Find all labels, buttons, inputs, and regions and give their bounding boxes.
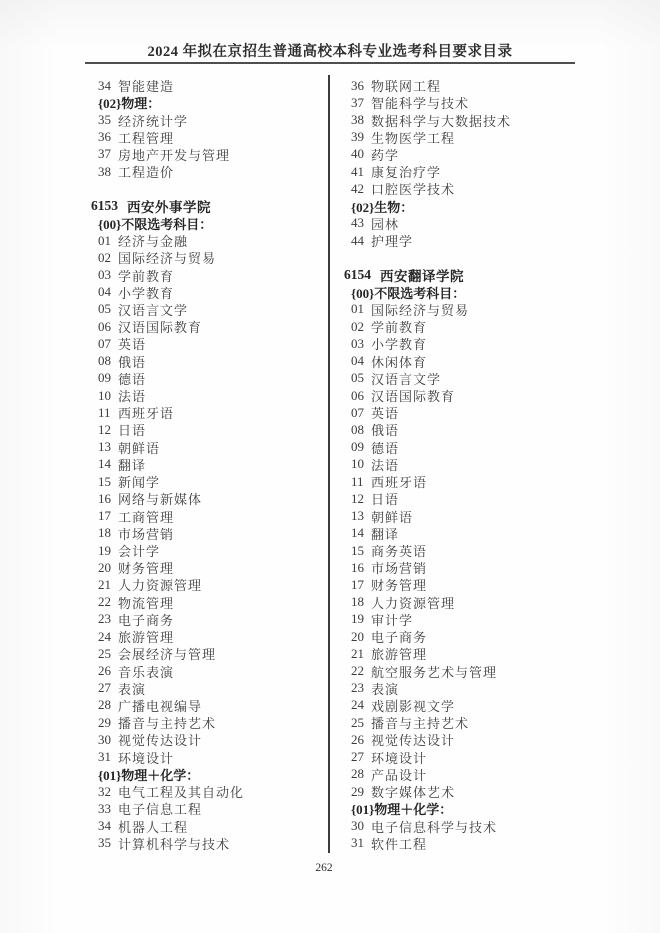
major-number: 30 bbox=[98, 731, 111, 747]
major-number: 37 bbox=[98, 146, 111, 162]
major-number: 06 bbox=[98, 318, 111, 334]
major-name: 人力资源管理 bbox=[118, 578, 203, 594]
major-name: 环境设计 bbox=[371, 750, 428, 766]
major-item bbox=[344, 439, 576, 456]
major-name: 音乐表演 bbox=[118, 664, 175, 680]
blank-line bbox=[91, 180, 323, 197]
major-item bbox=[344, 404, 576, 421]
major-name: 旅游管理 bbox=[118, 630, 175, 646]
page-title: 2024 年拟在京招生普通高校本科专业选考科目要求目录 bbox=[147, 44, 513, 60]
major-item bbox=[91, 680, 323, 697]
major-name: 市场营销 bbox=[371, 561, 428, 577]
major-name: 俄语 bbox=[118, 354, 147, 370]
major-item bbox=[91, 800, 323, 817]
major-number: 38 bbox=[351, 112, 364, 128]
major-item bbox=[344, 783, 576, 800]
major-number: 29 bbox=[98, 714, 111, 730]
major-number: 35 bbox=[98, 112, 111, 128]
major-name: 视觉传达设计 bbox=[371, 733, 456, 749]
major-number: 12 bbox=[351, 490, 364, 506]
major-name: 计算机科学与技术 bbox=[118, 836, 231, 852]
major-number: 17 bbox=[351, 576, 364, 592]
major-item bbox=[91, 749, 323, 766]
major-name: 西班牙语 bbox=[371, 475, 428, 491]
major-name: 物流管理 bbox=[118, 595, 175, 611]
major-number: 09 bbox=[98, 370, 111, 386]
major-item bbox=[91, 835, 323, 852]
major-name: 航空服务艺术与管理 bbox=[371, 664, 498, 680]
college-code: 6154 bbox=[344, 267, 371, 283]
subject-group-label: {02}生物： bbox=[351, 199, 414, 215]
major-item bbox=[91, 645, 323, 662]
major-number: 05 bbox=[98, 301, 111, 317]
major-item bbox=[344, 525, 576, 542]
major-name: 西班牙语 bbox=[118, 406, 175, 422]
major-name: 朝鲜语 bbox=[118, 440, 161, 456]
major-number: 07 bbox=[98, 335, 111, 351]
major-number: 22 bbox=[98, 594, 111, 610]
major-number: 21 bbox=[351, 645, 364, 661]
major-name: 德语 bbox=[371, 440, 400, 456]
column-left bbox=[91, 77, 323, 852]
major-item bbox=[91, 284, 323, 301]
major-name: 人力资源管理 bbox=[371, 595, 456, 611]
major-number: 03 bbox=[98, 267, 111, 283]
major-item bbox=[91, 77, 323, 94]
major-item bbox=[91, 817, 323, 834]
major-item bbox=[91, 301, 323, 318]
major-number: 24 bbox=[98, 628, 111, 644]
major-name: 俄语 bbox=[371, 423, 400, 439]
major-name: 表演 bbox=[118, 681, 147, 697]
major-item bbox=[344, 817, 576, 834]
major-name: 机器人工程 bbox=[118, 819, 189, 835]
major-name: 智能建造 bbox=[118, 79, 175, 95]
major-number: 03 bbox=[351, 335, 364, 351]
major-name: 工商管理 bbox=[118, 509, 175, 525]
major-item bbox=[91, 542, 323, 559]
major-number: 31 bbox=[351, 835, 364, 851]
major-item bbox=[91, 473, 323, 490]
major-name: 翻译 bbox=[118, 457, 147, 473]
major-name: 口腔医学技术 bbox=[371, 182, 456, 198]
major-item bbox=[344, 301, 576, 318]
major-number: 20 bbox=[98, 559, 111, 575]
major-number: 11 bbox=[98, 404, 111, 420]
major-name: 园林 bbox=[371, 216, 400, 232]
major-item bbox=[344, 835, 576, 852]
major-item bbox=[91, 731, 323, 748]
major-number: 15 bbox=[351, 542, 364, 558]
major-name: 生物医学工程 bbox=[371, 130, 456, 146]
major-number: 26 bbox=[98, 663, 111, 679]
major-number: 18 bbox=[351, 594, 364, 610]
major-number: 36 bbox=[351, 77, 364, 93]
header-rule bbox=[85, 62, 575, 64]
major-item bbox=[91, 783, 323, 800]
college-header bbox=[91, 198, 323, 215]
major-name: 汉语国际教育 bbox=[371, 389, 456, 405]
major-name: 商务英语 bbox=[371, 544, 428, 560]
major-item bbox=[344, 215, 576, 232]
major-number: 20 bbox=[351, 628, 364, 644]
major-item bbox=[344, 559, 576, 576]
major-number: 10 bbox=[351, 456, 364, 472]
major-number: 18 bbox=[98, 525, 111, 541]
major-item bbox=[344, 232, 576, 249]
major-item bbox=[344, 180, 576, 197]
major-item bbox=[344, 697, 576, 714]
major-number: 28 bbox=[351, 766, 364, 782]
major-item bbox=[91, 404, 323, 421]
major-item bbox=[91, 335, 323, 352]
major-name: 英语 bbox=[371, 406, 400, 422]
major-item bbox=[344, 146, 576, 163]
major-number: 23 bbox=[98, 611, 111, 627]
major-item bbox=[91, 456, 323, 473]
major-number: 43 bbox=[351, 215, 364, 231]
subject-group-label: {00}不限选考科目： bbox=[98, 216, 213, 232]
major-name: 新闻学 bbox=[118, 475, 161, 491]
major-item bbox=[91, 628, 323, 645]
subject-group-label: {01}物理＋化学： bbox=[351, 802, 453, 818]
major-name: 汉语国际教育 bbox=[118, 320, 203, 336]
major-number: 33 bbox=[98, 800, 111, 816]
column-right bbox=[344, 77, 576, 852]
major-number: 36 bbox=[98, 129, 111, 145]
major-item bbox=[91, 611, 323, 628]
major-number: 29 bbox=[351, 783, 364, 799]
major-name: 旅游管理 bbox=[371, 647, 428, 663]
major-number: 08 bbox=[351, 421, 364, 437]
blank-line bbox=[344, 249, 576, 266]
major-number: 27 bbox=[98, 680, 111, 696]
major-number: 11 bbox=[351, 473, 364, 489]
subject-group-header bbox=[91, 766, 323, 783]
major-name: 电子信息工程 bbox=[118, 802, 203, 818]
major-name: 审计学 bbox=[371, 612, 414, 628]
major-name: 翻译 bbox=[371, 526, 400, 542]
major-item bbox=[344, 335, 576, 352]
subject-group-header bbox=[344, 800, 576, 817]
major-number: 16 bbox=[351, 559, 364, 575]
major-number: 39 bbox=[351, 129, 364, 145]
subject-group-header bbox=[344, 198, 576, 215]
major-number: 37 bbox=[351, 94, 364, 110]
major-name: 护理学 bbox=[371, 234, 414, 250]
major-name: 电气工程及其自动化 bbox=[118, 785, 245, 801]
major-item bbox=[91, 111, 323, 128]
major-number: 31 bbox=[98, 749, 111, 765]
major-name: 国际经济与贸易 bbox=[118, 251, 217, 267]
major-name: 英语 bbox=[118, 337, 147, 353]
major-number: 34 bbox=[98, 77, 111, 93]
major-number: 25 bbox=[98, 645, 111, 661]
major-item bbox=[91, 714, 323, 731]
major-name: 电子信息科学与技术 bbox=[371, 819, 498, 835]
major-name: 广播电视编导 bbox=[118, 698, 203, 714]
major-number: 38 bbox=[98, 163, 111, 179]
major-number: 32 bbox=[98, 783, 111, 799]
major-name: 视觉传达设计 bbox=[118, 733, 203, 749]
major-name: 学前教育 bbox=[118, 268, 175, 284]
major-item bbox=[344, 353, 576, 370]
major-item bbox=[344, 542, 576, 559]
major-name: 小学教育 bbox=[118, 285, 175, 301]
major-name: 汉语言文学 bbox=[118, 302, 189, 318]
college-name: 西安外事学院 bbox=[127, 200, 211, 216]
major-number: 13 bbox=[98, 439, 111, 455]
major-item bbox=[344, 628, 576, 645]
major-name: 环境设计 bbox=[118, 750, 175, 766]
major-name: 戏剧影视文学 bbox=[371, 698, 456, 714]
major-number: 22 bbox=[351, 663, 364, 679]
major-name: 房地产开发与管理 bbox=[118, 147, 231, 163]
major-item bbox=[344, 387, 576, 404]
major-number: 14 bbox=[98, 456, 111, 472]
major-item bbox=[344, 766, 576, 783]
major-number: 30 bbox=[351, 818, 364, 834]
major-number: 04 bbox=[98, 284, 111, 300]
major-item bbox=[344, 490, 576, 507]
major-number: 06 bbox=[351, 387, 364, 403]
subject-group-header bbox=[344, 284, 576, 301]
major-name: 休闲体育 bbox=[371, 354, 428, 370]
major-item bbox=[91, 163, 323, 180]
major-item bbox=[344, 77, 576, 94]
page-number: 262 bbox=[315, 862, 333, 874]
major-item bbox=[91, 232, 323, 249]
major-number: 17 bbox=[98, 508, 111, 524]
major-number: 09 bbox=[351, 439, 364, 455]
major-item bbox=[91, 662, 323, 679]
major-number: 12 bbox=[98, 421, 111, 437]
major-name: 物联网工程 bbox=[371, 79, 442, 95]
subject-group-label: {00}不限选考科目： bbox=[351, 285, 466, 301]
major-item bbox=[91, 525, 323, 542]
subject-group-label: {01}物理＋化学： bbox=[98, 767, 200, 783]
major-number: 14 bbox=[351, 525, 364, 541]
major-item bbox=[91, 146, 323, 163]
major-name: 日语 bbox=[371, 492, 400, 508]
major-name: 会展经济与管理 bbox=[118, 647, 217, 663]
major-name: 德语 bbox=[118, 371, 147, 387]
major-name: 国际经济与贸易 bbox=[371, 302, 470, 318]
major-item bbox=[91, 559, 323, 576]
major-item bbox=[344, 714, 576, 731]
major-item bbox=[344, 129, 576, 146]
subject-group-header bbox=[91, 215, 323, 232]
major-item bbox=[91, 507, 323, 524]
major-name: 经济与金融 bbox=[118, 234, 189, 250]
major-item bbox=[91, 439, 323, 456]
major-number: 19 bbox=[98, 542, 111, 558]
major-number: 24 bbox=[351, 697, 364, 713]
major-name: 康复治疗学 bbox=[371, 165, 442, 181]
major-name: 学前教育 bbox=[371, 320, 428, 336]
major-item bbox=[344, 731, 576, 748]
major-item bbox=[344, 370, 576, 387]
major-name: 数据科学与大数据技术 bbox=[371, 113, 512, 129]
major-number: 19 bbox=[351, 611, 364, 627]
major-number: 01 bbox=[351, 301, 364, 317]
major-item bbox=[344, 111, 576, 128]
major-item bbox=[91, 490, 323, 507]
major-item bbox=[344, 594, 576, 611]
major-number: 04 bbox=[351, 353, 364, 369]
major-number: 28 bbox=[98, 697, 111, 713]
major-number: 34 bbox=[98, 818, 111, 834]
major-number: 25 bbox=[351, 714, 364, 730]
major-item bbox=[91, 318, 323, 335]
major-name: 工程造价 bbox=[118, 165, 175, 181]
major-name: 小学教育 bbox=[371, 337, 428, 353]
major-item bbox=[344, 749, 576, 766]
major-item bbox=[344, 662, 576, 679]
major-item bbox=[91, 576, 323, 593]
major-name: 法语 bbox=[118, 389, 147, 405]
major-name: 产品设计 bbox=[371, 767, 428, 783]
major-item bbox=[91, 387, 323, 404]
major-name: 播音与主持艺术 bbox=[118, 716, 217, 732]
major-name: 网络与新媒体 bbox=[118, 492, 203, 508]
major-item bbox=[91, 249, 323, 266]
subject-group-label: {02}物理： bbox=[98, 96, 161, 112]
major-number: 41 bbox=[351, 163, 364, 179]
major-name: 法语 bbox=[371, 457, 400, 473]
college-header bbox=[344, 266, 576, 283]
major-name: 药学 bbox=[371, 147, 400, 163]
major-number: 16 bbox=[98, 490, 111, 506]
major-name: 财务管理 bbox=[371, 578, 428, 594]
major-item bbox=[344, 611, 576, 628]
major-item bbox=[91, 594, 323, 611]
major-item bbox=[91, 129, 323, 146]
major-number: 42 bbox=[351, 180, 364, 196]
major-name: 汉语言文学 bbox=[371, 371, 442, 387]
major-name: 表演 bbox=[371, 681, 400, 697]
subject-group-header bbox=[91, 94, 323, 111]
major-number: 02 bbox=[98, 249, 111, 265]
major-name: 经济统计学 bbox=[118, 113, 189, 129]
major-name: 智能科学与技术 bbox=[371, 96, 470, 112]
major-item bbox=[91, 370, 323, 387]
major-item bbox=[344, 94, 576, 111]
major-item bbox=[91, 421, 323, 438]
major-number: 08 bbox=[98, 353, 111, 369]
major-number: 02 bbox=[351, 318, 364, 334]
major-item bbox=[344, 456, 576, 473]
major-item bbox=[344, 318, 576, 335]
major-item bbox=[344, 576, 576, 593]
major-number: 01 bbox=[98, 232, 111, 248]
column-divider-line bbox=[328, 75, 330, 853]
major-name: 软件工程 bbox=[371, 836, 428, 852]
major-item bbox=[91, 266, 323, 283]
major-name: 播音与主持艺术 bbox=[371, 716, 470, 732]
major-number: 40 bbox=[351, 146, 364, 162]
major-name: 市场营销 bbox=[118, 526, 175, 542]
major-item bbox=[344, 473, 576, 490]
major-item bbox=[344, 163, 576, 180]
major-number: 23 bbox=[351, 680, 364, 696]
college-name: 西安翻译学院 bbox=[380, 269, 464, 285]
major-number: 26 bbox=[351, 731, 364, 747]
major-item bbox=[344, 421, 576, 438]
college-code: 6153 bbox=[91, 198, 118, 214]
major-name: 数字媒体艺术 bbox=[371, 785, 456, 801]
major-item bbox=[91, 697, 323, 714]
major-item bbox=[344, 645, 576, 662]
major-number: 44 bbox=[351, 232, 364, 248]
major-number: 05 bbox=[351, 370, 364, 386]
major-item bbox=[344, 680, 576, 697]
major-number: 35 bbox=[98, 835, 111, 851]
major-name: 电子商务 bbox=[371, 630, 428, 646]
major-number: 21 bbox=[98, 576, 111, 592]
major-item bbox=[91, 353, 323, 370]
major-name: 财务管理 bbox=[118, 561, 175, 577]
major-name: 工程管理 bbox=[118, 130, 175, 146]
major-name: 朝鲜语 bbox=[371, 509, 414, 525]
major-name: 会计学 bbox=[118, 544, 161, 560]
major-number: 15 bbox=[98, 473, 111, 489]
major-number: 10 bbox=[98, 387, 111, 403]
major-number: 27 bbox=[351, 749, 364, 765]
major-name: 电子商务 bbox=[118, 612, 175, 628]
major-item bbox=[344, 507, 576, 524]
major-name: 日语 bbox=[118, 423, 147, 439]
major-number: 07 bbox=[351, 404, 364, 420]
major-number: 13 bbox=[351, 508, 364, 524]
